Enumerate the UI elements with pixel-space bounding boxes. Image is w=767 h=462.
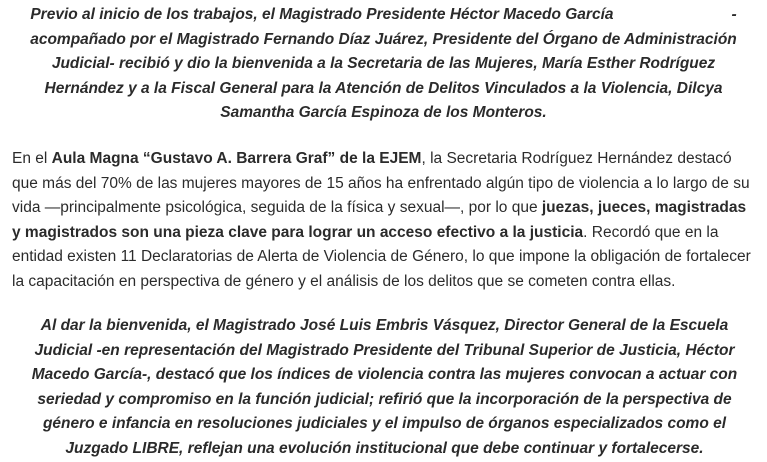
body-text-2: , la Secretaria Rodríguez Hernández destacó que más del 70% de las mujeres mayores de 15 años ha enfrentado algún tipo de violencia a lo largo de su vida —principalmente psicológica, seguida de la física y sexual—, por lo que	[12, 150, 750, 216]
body-paragraph	[12, 147, 757, 294]
intro-dash: -	[731, 6, 737, 23]
intro-paragraph-start: Previo al inicio de los trabajos, el Magistrado Presidente Héctor Macedo García	[30, 6, 614, 23]
intro-paragraph-rest: acompañado por el Magistrado Fernando Díaz Juárez, Presidente del Órgano de Administración Judicial- recibió y dio la bienvenida a la Secretaria de las Mujeres, María Esther Rodríguez Hernández y a la Fiscal General para la Atención de Delitos Vinculados a la Violencia, Dilcya Samantha García Espinoza de los Monteros.	[30, 30, 737, 121]
venue-name: Aula Magna “Gustavo A. Barrera Graf” de la EJEM	[51, 150, 422, 167]
body-text-3: . Recordó que en la entidad existen 11 Declaratorias de Alerta de Violencia de Género, lo que impone la obligación de fortalecer la capacitación en perspectiva de género y el análisis de los delitos que se cometen contra ellas.	[12, 223, 751, 290]
key-statement: juezas, jueces, magistradas y magistrados son una pieza clave para lograr un acceso efectivo a la justicia	[12, 199, 747, 241]
intro-paragraph	[12, 3, 755, 126]
body-text-1: En el	[12, 150, 52, 167]
closing-paragraph: Al dar la bienvenida, el Magistrado José Luis Embris Vásquez, Director General de la Escuela Judicial -en representación del Magistrado Presidente del Tribunal Superior de Justicia, Héctor Macedo García-, destacó que los índices de violencia contra las mujeres convocan a actuar con seriedad y compromiso en la función judicial; refirió que la incorporación de la perspectiva de género e infancia en resoluciones judiciales y el impulso de órganos especializados como el Juzgado LIBRE, reflejan una evolución institucional que debe continuar y fortalecerse.	[31, 317, 738, 457]
